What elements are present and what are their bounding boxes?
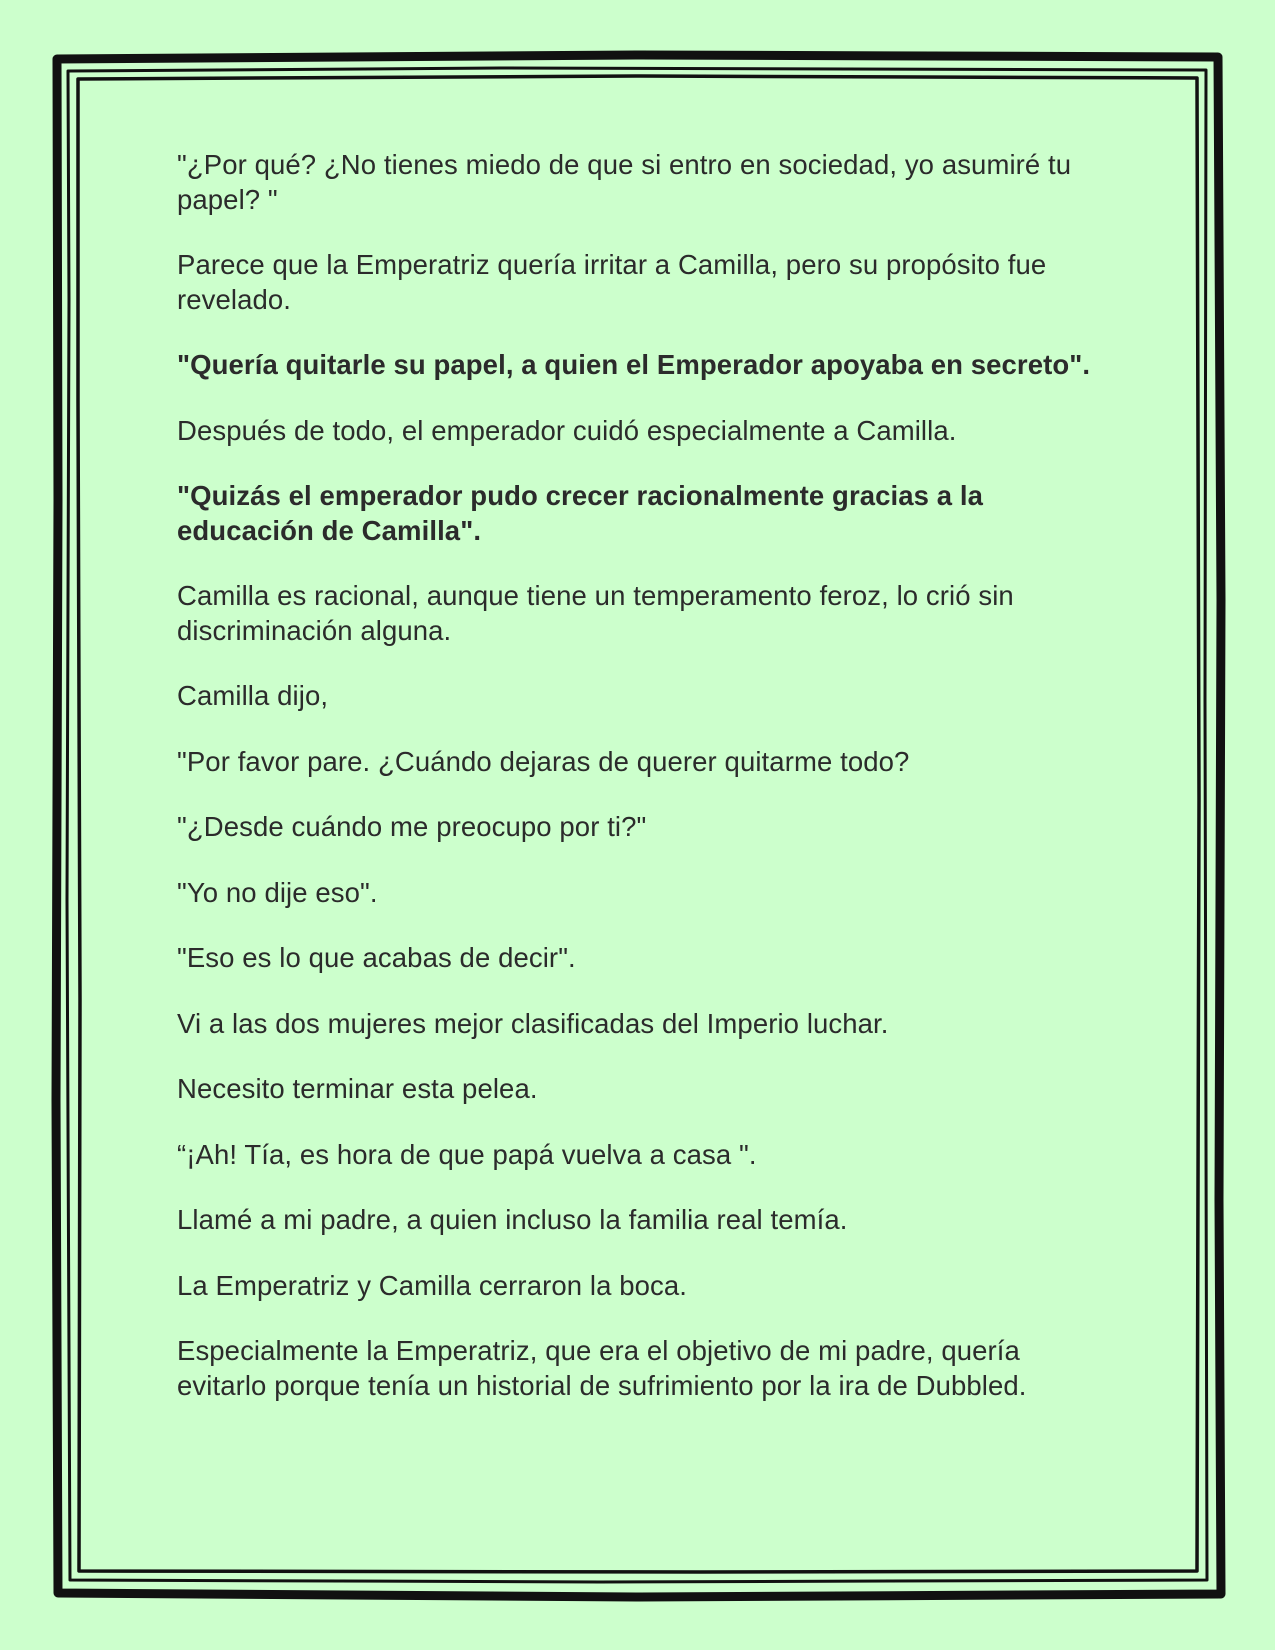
paragraph: Especialmente la Emperatriz, que era el objetivo de mi padre, quería evitarlo porque tenía un historial de sufrimiento por la ira de Dubbled. bbox=[177, 1335, 1027, 1401]
paragraph: "Quería quitarle su papel, a quien el Emperador apoyaba en secreto". bbox=[177, 349, 1091, 380]
paragraph: “¡Ah! Tía, es hora de que papá vuelva a casa ". bbox=[177, 1138, 757, 1170]
paragraph: Camilla es racional, aunque tiene un temperamento feroz, lo crió sin discriminación alguna. bbox=[177, 580, 1014, 646]
paragraph: Parece que la Emperatriz quería irritar a Camilla, pero su propósito fue revelado. bbox=[177, 249, 1047, 315]
paragraph: Camilla dijo, bbox=[177, 680, 329, 711]
paragraph: Llamé a mi padre, a quien incluso la familia real temía. bbox=[177, 1204, 848, 1235]
paragraph: Vi a las dos mujeres mejor clasificadas del Imperio luchar. bbox=[177, 1007, 889, 1039]
paragraph: "¿Desde cuándo me preocupo por ti?" bbox=[177, 811, 647, 842]
paragraph: Después de todo, el emperador cuidó especialmente a Camilla. bbox=[177, 414, 957, 446]
paragraph: Necesito terminar esta pelea. bbox=[177, 1073, 538, 1104]
document-body bbox=[177, 148, 1107, 1434]
paragraph: "Por favor pare. ¿Cuándo dejaras de querer quitarme todo? bbox=[177, 745, 910, 777]
paragraph: "Yo no dije eso". bbox=[177, 876, 378, 908]
paragraph: "Eso es lo que acabas de decir". bbox=[177, 942, 576, 973]
paragraph: "Quizás el emperador pudo crecer racionalmente gracias a la educación de Camilla". bbox=[177, 480, 984, 546]
paragraph: "¿Por qué? ¿No tienes miedo de que si entro en sociedad, yo asumiré tu papel? " bbox=[177, 149, 1072, 215]
paragraph: La Emperatriz y Camilla cerraron la boca. bbox=[177, 1269, 687, 1301]
